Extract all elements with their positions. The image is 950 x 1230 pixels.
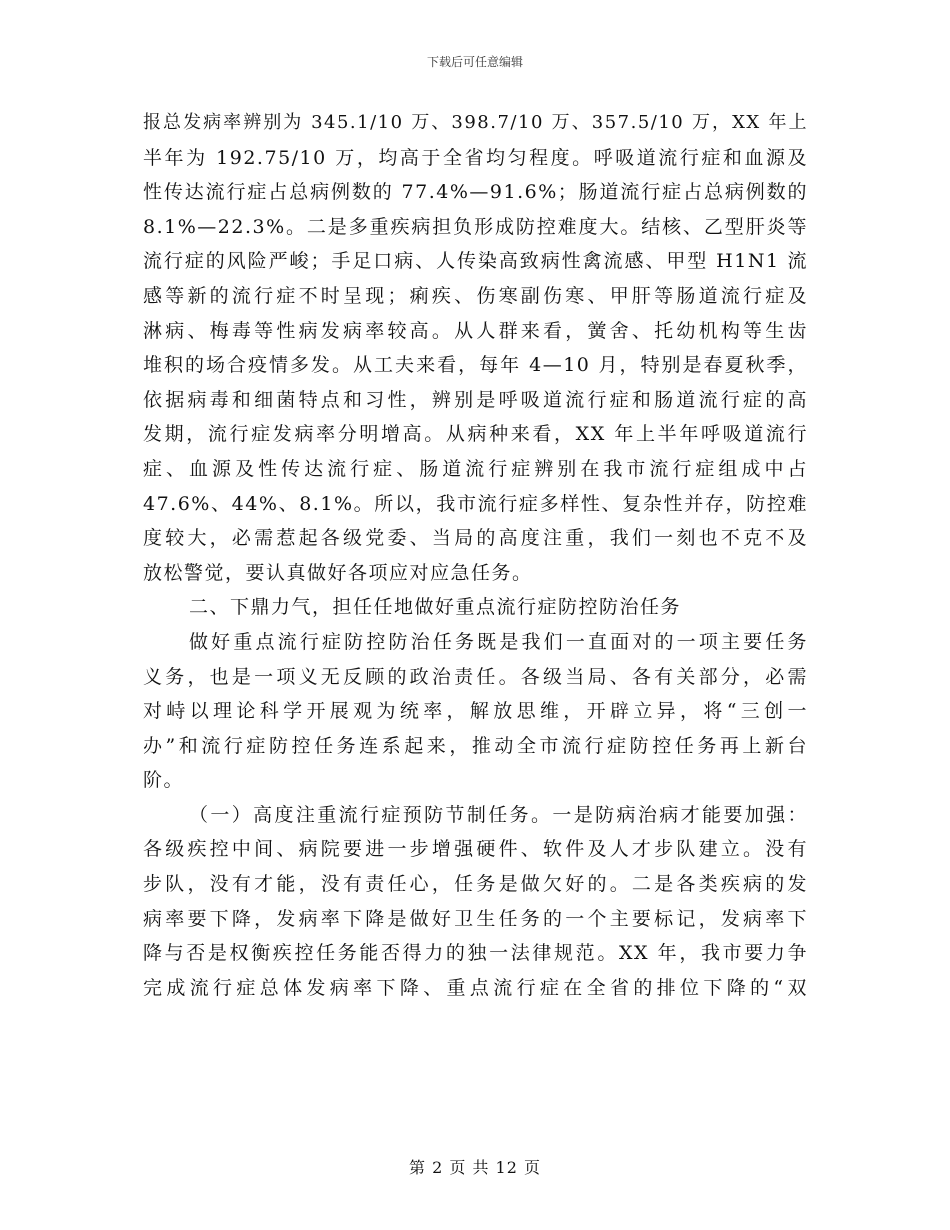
text-line: 半年为 192.75/10 万，均高于全省均匀程度。呼吸道流行症和血源及 (143, 146, 808, 169)
text-line: 堆积的场合疫情多发。从工夫来看，每年 4—10 月，特别是春夏秋季， (143, 354, 808, 377)
text-line: 做好重点流行症防控防治任务既是我们一直面对的一项主要任务 (189, 630, 808, 653)
text-line: 降与否是权衡疾控任务能否得力的独一法律规范。XX 年，我市要力争 (143, 942, 808, 965)
text-line: 放松警觉，要认真做好各项应对应急任务。 (143, 561, 533, 584)
text-line: 报总发病率辨别为 345.1/10 万、398.7/10 万、357.5/10 万，XX 年上 (143, 112, 808, 133)
text-line: 淋病、梅毒等性病发病率较高。从人群来看，黉舍、托幼机构等生齿 (143, 319, 808, 342)
text-line: 病率要下降，发病率下降是做好卫生任务的一个主要标记，发病率下 (143, 907, 808, 930)
text-line: 办”和流行症防控任务连系起来，推动全市流行症防控任务再上新台 (143, 734, 808, 757)
page-header-note: 下载后可任意编辑 (426, 55, 523, 69)
text-line: 感等新的流行症不时呈现；痢疾、伤寒副伤寒、甲肝等肠道流行症及 (143, 284, 808, 307)
text-line: 流行症的风险严峻；手足口病、人传染高致病性禽流感、甲型 H1N1 流 (143, 250, 808, 273)
text-line: 度较大，必需惹起各级党委、当局的高度注重，我们一刻也不克不及 (143, 527, 808, 550)
text-line: 发期，流行症发病率分明增高。从病种来看，XX 年上半年呼吸道流行 (143, 423, 808, 446)
text-line: 义务，也是一项义无反顾的政治责任。各级当局、各有关部分，必需 (143, 665, 808, 688)
text-line: 依据病毒和细菌特点和习性，辨别是呼吸道流行症和肠道流行症的高 (143, 388, 808, 411)
text-line: 各级疾控中间、病院要进一步增强硬件、软件及人才步队建立。没有 (143, 838, 808, 861)
text-line: （一）高度注重流行症预防节制任务。一是防病治病才能要加强： (189, 803, 808, 826)
section-heading: 二、下鼎力气，担任任地做好重点流行症防控防治任务 (189, 596, 682, 619)
page-number-footer: 第 2 页 共 12 页 (409, 1158, 541, 1177)
text-line: 症、血源及性传达流行症、肠道流行症辨别在我市流行症组成中占 (143, 457, 808, 480)
document-body (143, 106, 808, 1005)
text-line: 性传达流行症占总病例数的 77.4%—91.6%；肠道流行症占总病例数的 (143, 181, 808, 204)
text-line: 阶。 (143, 769, 185, 792)
text-line: 步队，没有才能，没有责任心，任务是做欠好的。二是各类疾病的发 (143, 873, 808, 896)
text-line: 47.6%、44%、8.1%。所以，我市流行症多样性、复杂性并存，防控难 (143, 492, 808, 515)
text-line: 对峙以理论科学开展观为统率，解放思维，开辟立异，将“三创一 (143, 700, 808, 723)
text-line: 8.1%—22.3%。二是多重疾病担负形成防控难度大。结核、乙型肝炎等 (143, 215, 808, 238)
text-line: 完成流行症总体发病率下降、重点流行症在全省的排位下降的“双 (143, 976, 808, 999)
